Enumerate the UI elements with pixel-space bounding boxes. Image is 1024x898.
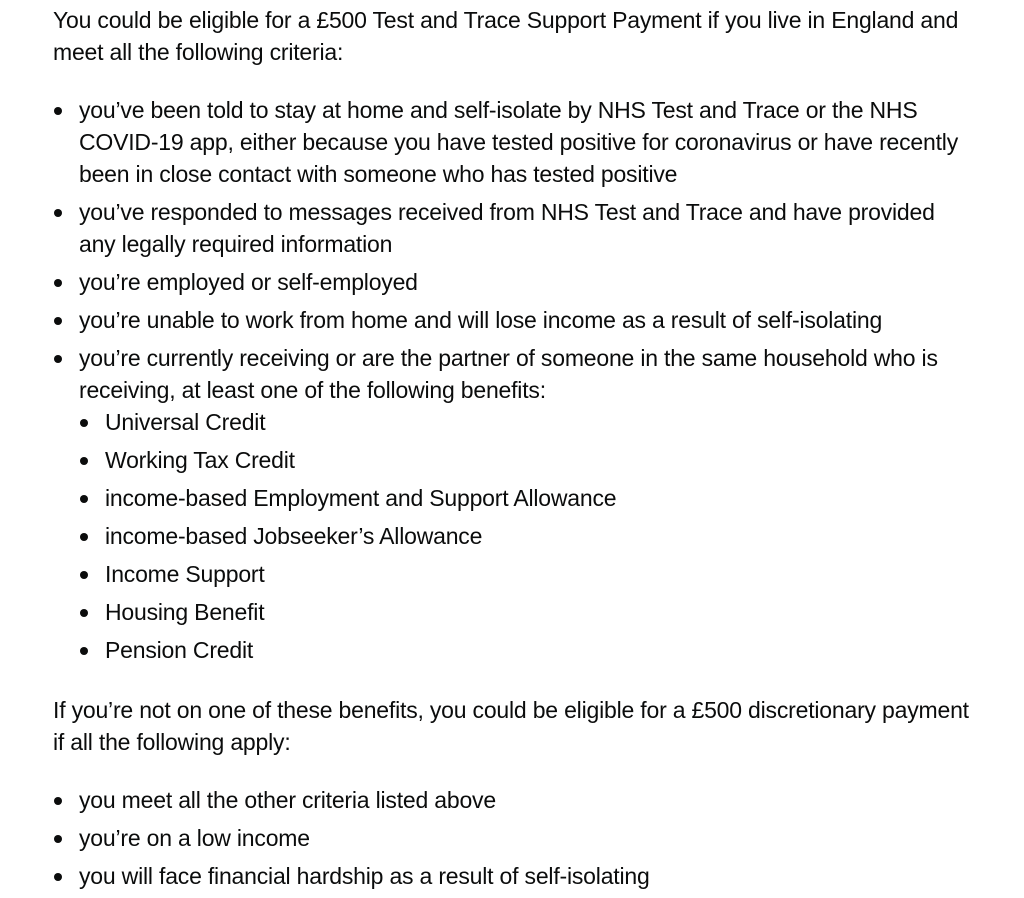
criteria-item: you’re employed or self-employed [53,266,973,298]
benefit-item: Housing Benefit [79,596,973,628]
criteria-item: you’ve been told to stay at home and self-isolate by NHS Test and Trace or the NHS COVID-19 app, either because you have tested positive for coronavirus or have recently been in close contact with someone who has tested positive [53,94,973,190]
benefit-item: Income Support [79,558,973,590]
discretionary-criteria-item: you’re on a low income [53,822,973,854]
criteria-item: you’re unable to work from home and will lose income as a result of self-isolating [53,304,973,336]
benefits-list [79,406,973,666]
discretionary-criteria-item: you will face financial hardship as a result of self-isolating [53,860,973,892]
discretionary-criteria-item: you meet all the other criteria listed above [53,784,973,816]
benefit-item: Working Tax Credit [79,444,973,476]
criteria-item-text: you’re currently receiving or are the partner of someone in the same household who is receiving, at least one of the following benefits: [79,345,938,403]
benefit-item: income-based Jobseeker’s Allowance [79,520,973,552]
benefit-item: Pension Credit [79,634,973,666]
benefit-item: income-based Employment and Support Allowance [79,482,973,514]
guidance-content [53,4,973,898]
criteria-item-benefits [53,342,973,666]
benefit-item: Universal Credit [79,406,973,438]
criteria-list [53,94,973,666]
eligibility-intro: You could be eligible for a £500 Test and Trace Support Payment if you live in England and meet all the following criteria: [53,7,959,65]
discretionary-criteria-list [53,784,973,892]
discretionary-intro: If you’re not on one of these benefits, you could be eligible for a £500 discretionary payment if all the following apply: [53,697,969,755]
criteria-item: you’ve responded to messages received from NHS Test and Trace and have provided any legally required information [53,196,973,260]
